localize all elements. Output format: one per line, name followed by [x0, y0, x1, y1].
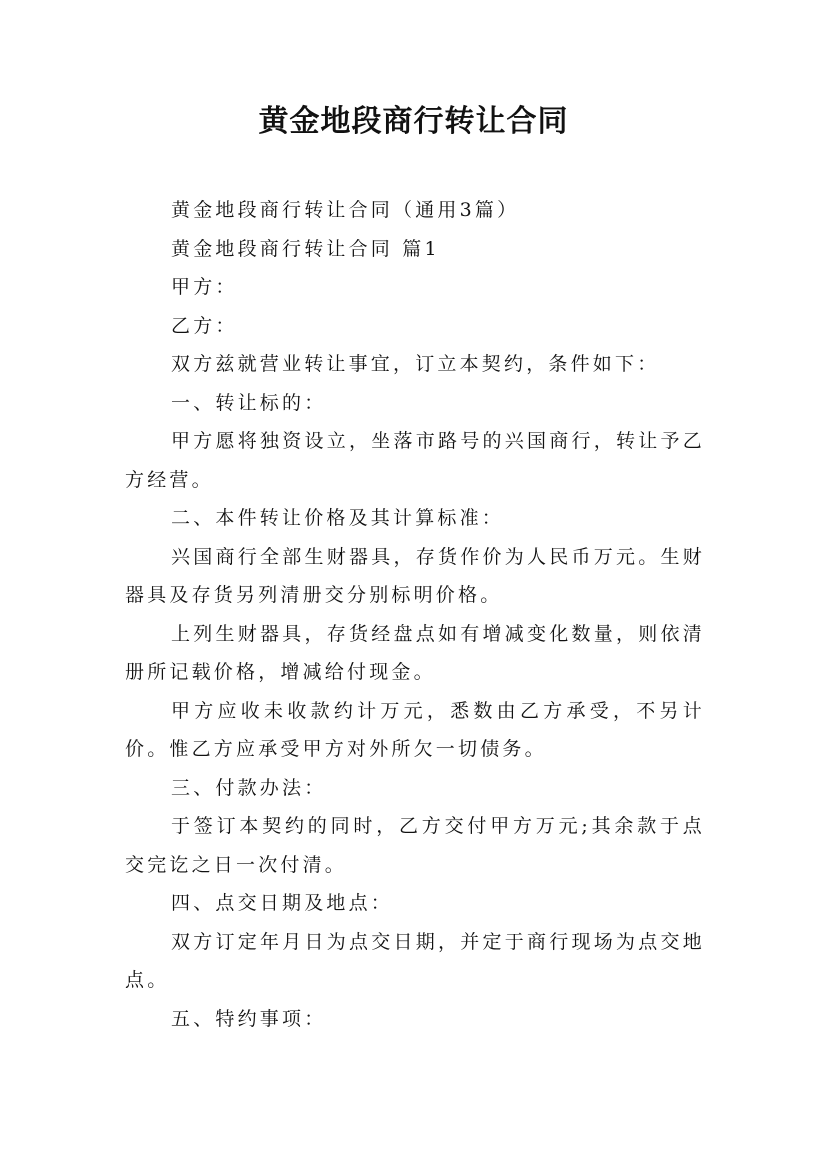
paragraph: 一、转让标的：: [171, 391, 327, 414]
paragraph: 四、点交日期及地点：: [171, 892, 394, 914]
paragraph: 三、付款办法：: [171, 776, 327, 799]
document-body: [125, 191, 705, 1038]
paragraph: 黄金地段商行转让合同 篇1: [171, 237, 440, 260]
paragraph: 上列生财器具，存货经盘点如有增减变化数量，则依清册所记载价格，增减给付现金。: [125, 622, 705, 683]
paragraph: 双方兹就营业转让事宜，订立本契约，条件如下：: [171, 353, 660, 375]
paragraph: 五、特约事项：: [171, 1007, 327, 1030]
paragraph: 甲方应收未收款约计万元，悉数由乙方承受，不另计价。惟乙方应承受甲方对外所欠一切债务。: [125, 699, 705, 760]
paragraph: 黄金地段商行转让合同（通用3篇）: [171, 199, 520, 221]
paragraph: 甲方愿将独资设立，坐落市路号的兴国商行，转让予乙方经营。: [125, 430, 705, 491]
paragraph: 乙方：: [171, 314, 238, 337]
paragraph: 双方订定年月日为点交日期，并定于商行现场为点交地点。: [125, 930, 705, 991]
paragraph: 甲方：: [171, 276, 238, 298]
paragraph: 二、本件转让价格及其计算标准：: [171, 507, 505, 529]
paragraph: 于签订本契约的同时，乙方交付甲方万元;其余款于点交完讫之日一次付清。: [125, 815, 705, 876]
paragraph: 兴国商行全部生财器具，存货作价为人民币万元。生财器具及存货另列清册交分别标明价格。: [125, 545, 705, 606]
document-title: 黄金地段商行转让合同: [258, 104, 569, 139]
